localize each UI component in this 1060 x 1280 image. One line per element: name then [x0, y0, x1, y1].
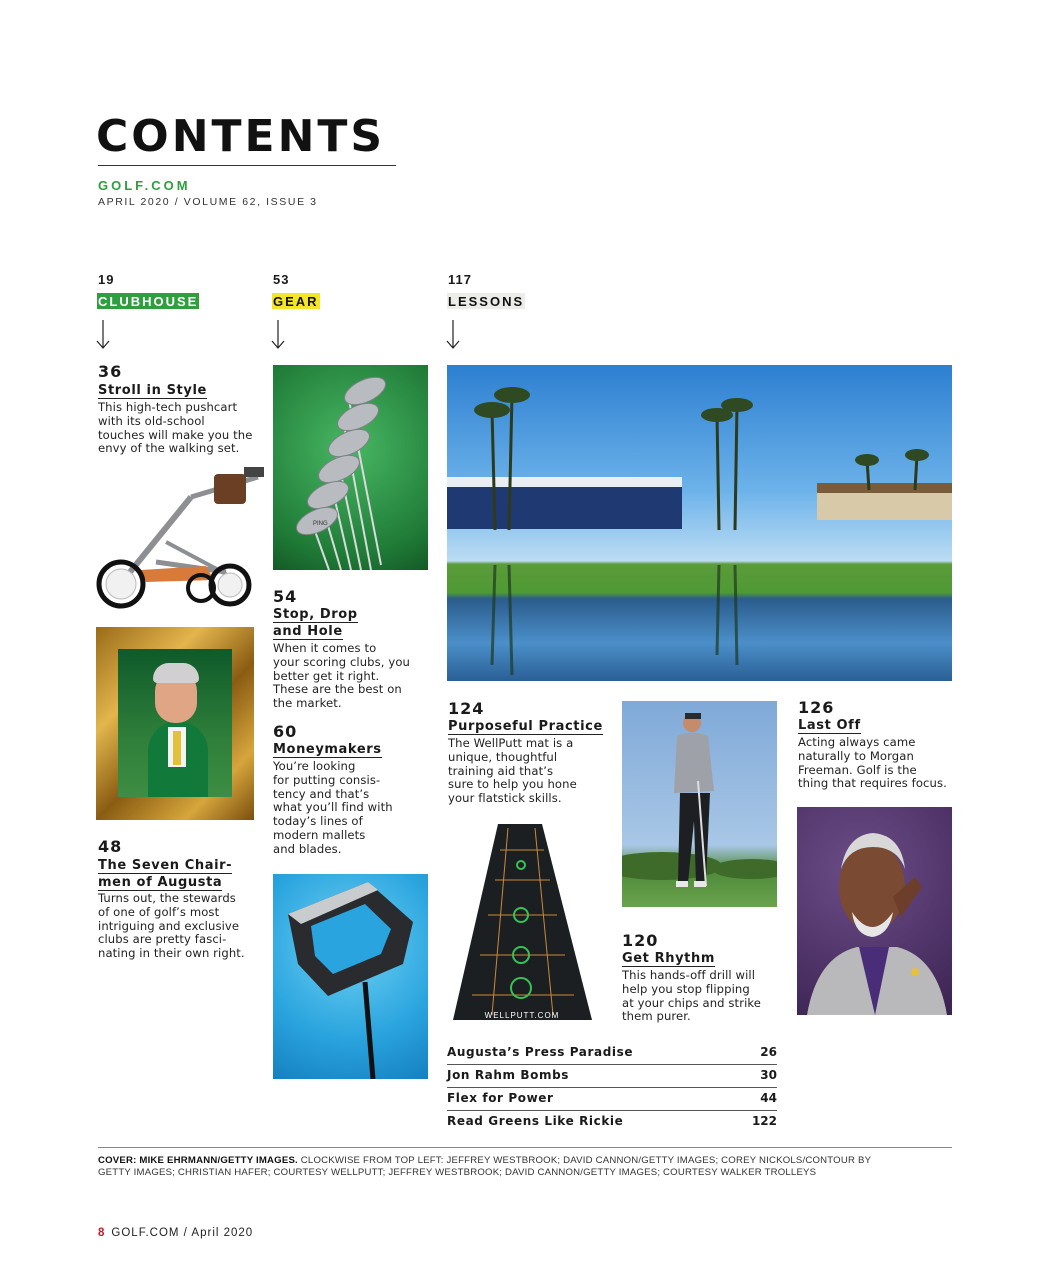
story-title[interactable]: Moneymakers — [273, 742, 382, 757]
down-arrow-icon — [96, 320, 110, 350]
page-folio: 8 GOLF.COM / April 2020 — [98, 1227, 254, 1239]
story-title[interactable]: The Seven Chair- men of Augusta — [98, 858, 233, 890]
section-label-lessons: LESSONS — [448, 294, 525, 309]
credits-divider — [98, 1147, 952, 1148]
toc-list-item[interactable]: Flex for Power 44 — [447, 1088, 777, 1111]
story-description: This high-tech pushcart with its old-school touches will make you the envy of the walking set. — [98, 400, 253, 456]
story-description: This hands-off drill will help you stop flipping at your chips and strike them purer. — [622, 968, 762, 1024]
golfer-image — [622, 701, 777, 907]
section-label-clubhouse: CLUBHOUSE — [98, 294, 199, 309]
portrait-image — [797, 807, 952, 1015]
section-page-lessons: 117 — [448, 272, 472, 287]
putter-image — [273, 874, 428, 1079]
page-title: CONTENTS — [96, 111, 386, 162]
section-page-clubhouse: 19 — [98, 272, 115, 287]
story-page-number: 54 — [273, 587, 298, 606]
title-divider — [98, 165, 396, 166]
story-description: Turns out, the stewards of one of golf’s most intriguing and exclusive clubs are pretty fasci- nating in their own right. — [98, 891, 245, 961]
story-page-number: 60 — [273, 722, 298, 741]
story-page-number: 126 — [798, 698, 835, 717]
story-description: Acting always came naturally to Morgan Freeman. Golf is the thing that requires focus. — [798, 735, 947, 791]
story-page-number: 48 — [98, 837, 123, 856]
section-page-gear: 53 — [273, 272, 290, 287]
toc-list-item[interactable]: Augusta’s Press Paradise 26 — [447, 1042, 777, 1065]
toc-list-item[interactable]: Jon Rahm Bombs 30 — [447, 1065, 777, 1088]
pushcart-image — [96, 462, 266, 612]
toc-list-item[interactable]: Read Greens Like Rickie 122 — [447, 1114, 777, 1128]
mat-brand-text: WELLPUTT.COM — [484, 1011, 560, 1020]
club-brand-label: PING — [313, 521, 328, 527]
down-arrow-icon — [271, 320, 285, 350]
photo-credits: COVER: MIKE EHRMANN/GETTY IMAGES. CLOCKWISE FROM TOP LEFT: JEFFREY WESTBROOK; DAVID CANNON/GETTY IMAGES; COREY NICKOLS/CONTOUR BY GETTY IMAGES; CHRISTIAN HAFER; COURTESY WELLPUTT; JEFFREY WESTBROOK; DAVID CANNON/GETTY IMAGES; COURTESY WALKER TROLLEYS — [98, 1155, 872, 1178]
wedges-image — [273, 365, 428, 570]
section-label-gear: GEAR — [273, 294, 319, 309]
story-title[interactable]: Get Rhythm — [622, 951, 715, 966]
lessons-hero-image — [447, 365, 952, 681]
story-title[interactable]: Stop, Drop and Hole — [273, 607, 358, 639]
framed-portrait-image — [96, 627, 254, 820]
story-title[interactable]: Stroll in Style — [98, 383, 207, 398]
story-page-number: 120 — [622, 931, 659, 950]
story-page-number: 36 — [98, 362, 123, 381]
story-title[interactable]: Last Off — [798, 718, 861, 733]
story-description: You’re looking for putting consis- tency and that’s what you’ll find with today’s lines of modern mallets and blades. — [273, 759, 393, 856]
story-title[interactable]: Purposeful Practice — [448, 719, 603, 734]
site-name[interactable]: GOLF.COM — [98, 178, 191, 193]
story-page-number: 124 — [448, 699, 485, 718]
story-description: When it comes to your scoring clubs, you better get it right. These are the best on the market. — [273, 641, 410, 711]
story-description: The WellPutt mat is a unique, thoughtful training aid that’s sure to help you hone your flatstick skills. — [448, 736, 577, 806]
wellputt-mat-image — [450, 820, 595, 1030]
issue-info: APRIL 2020 / VOLUME 62, ISSUE 3 — [98, 196, 318, 208]
down-arrow-icon — [446, 320, 460, 350]
